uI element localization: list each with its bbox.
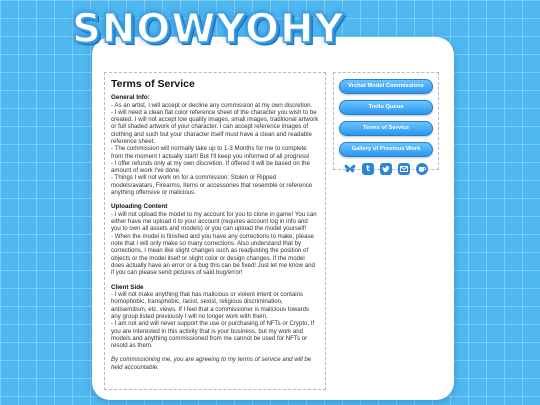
sidebar-nav	[333, 72, 439, 173]
client-line: - I am not and will never support the use or purchasing of NFTs or Crypto. If you are interested in this activity that is your business, but my work and models and anything commissioned from me cannot be used for NFTs or resold as them.	[111, 320, 315, 350]
uploading-line: - I will not upload the model to my account for you to clone in game! You can either have me upload it to your account (requires account log in info and you to own all assets and models) or you can upload the model yourself!	[111, 210, 317, 233]
client-line: - I will not make anything that has malicious or violent intent or contains homophobic, transphobic, racist, sexist, religious discrimination, antisemitism, etc. views. If I feel that a commissioner is malicious towards any group listed previously I will no longer work with them.	[111, 291, 310, 320]
trello-queue-button[interactable]: Trello Queue	[339, 100, 433, 115]
site-logo: SNOWYOHY	[72, 6, 345, 52]
kofi-icon[interactable]	[416, 163, 428, 175]
gallery-button[interactable]: Gallery of Previous Work	[339, 142, 433, 157]
general-line: - I offer refunds only at my own discretion. If offered it will be based on the amount of work I've done.	[111, 159, 310, 175]
general-line: - I will need a clean flat color reference sheet of the character you wish to be created. I will not accept low quality images, small images, traditional artwork or full shaded artwork of your character. I can accept reference images of clothing and such but your character itself must have a clean and readable reference sheet.	[111, 108, 319, 145]
tos-title: Terms of Service	[111, 78, 195, 90]
general-line: - As an artist, I will accept or decline any commission at my own discretion.	[111, 101, 313, 109]
twitter-icon[interactable]	[380, 163, 392, 175]
bluesky-icon[interactable]	[344, 163, 356, 175]
general-line: - Things I will not work on for a commission: Stolen or Ripped models/avatars, Firearms, Items or accessories that resemble or reference anything offensive or malicious.	[111, 174, 313, 197]
vrchat-commissions-button[interactable]: Vrchat Model Commissions	[339, 79, 433, 94]
terms-panel	[104, 72, 326, 390]
social-links	[339, 163, 433, 175]
mail-icon[interactable]	[398, 163, 410, 175]
terms-of-service-button[interactable]: Terms of Service	[339, 121, 433, 136]
uploading-heading: Uploading Content	[111, 203, 168, 211]
client-side-heading: Client Side	[111, 283, 144, 291]
general-line: - The commission will normally take up to 1-3 Months for me to complete from the moment I actually start! But I'll keep you informed of all progress!	[111, 145, 310, 160]
uploading-line: - When the model is finished and you have any corrections to make, please note that I will only make so many corrections. Also understand that by corrections, I mean like slight changes such as readjusting the position of objects or the model itself or slight color or design changes. If the model does actually have an error or a bug this can be fixed! Just let me know and if you can please send pictures of said bug/error!	[111, 232, 315, 277]
closing-statement: By commissioning me, you are agreeing to my terms of service and will be held accountable.	[111, 356, 312, 371]
general-info-heading: General Info:	[111, 94, 150, 101]
tumblr-icon[interactable]: t	[362, 163, 374, 175]
